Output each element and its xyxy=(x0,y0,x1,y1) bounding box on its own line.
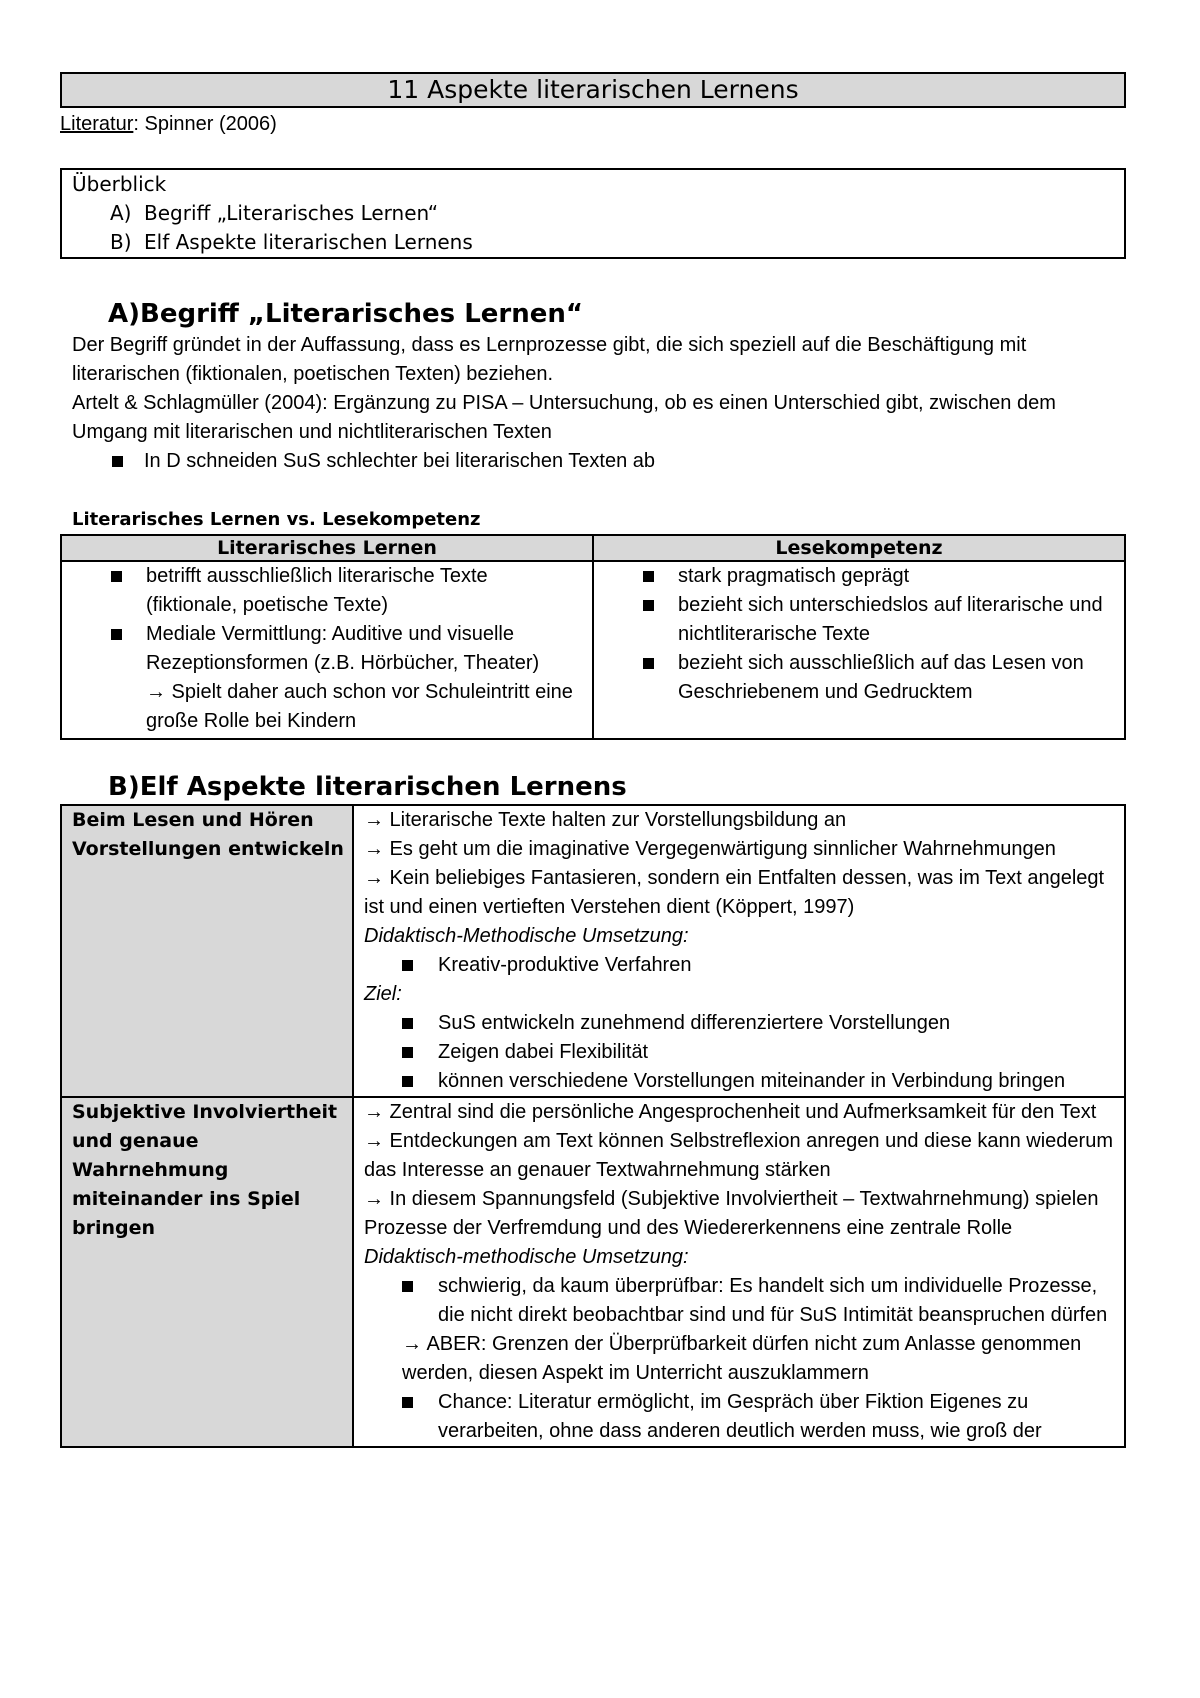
section-a-heading: A)Begriff „Literarisches Lernen“ xyxy=(108,299,583,329)
overview-box xyxy=(60,168,1126,259)
list-item: SuS entwickeln zunehmend differenziertere Vorstellungen xyxy=(364,1009,1114,1038)
comparison-header-reading: Lesekompetenz xyxy=(593,535,1125,561)
aspect-label: Beim Lesen und Hören Vorstellungen entwickeln xyxy=(61,805,353,1097)
list-item: können verschiedene Vorstellungen miteinander in Verbindung bringen xyxy=(364,1067,1114,1096)
list-item: schwierig, da kaum überprüfbar: Es handelt sich um individuelle Prozesse, die nicht direkt beobachtbar sind und für SuS Intimität beanspruchen dürfen xyxy=(364,1272,1114,1330)
list-item: bezieht sich unterschiedslos auf literarische und nichtliterarische Texte xyxy=(594,591,1124,649)
table-row xyxy=(61,805,1125,1097)
aspect-label: Subjektive Involviertheit und genaue Wahrnehmung miteinander ins Spiel bringen xyxy=(61,1097,353,1447)
list-item-continuation: → ABER: Grenzen der Überprüfbarkeit dürfen nicht zum Anlasse genommen werden, diesen Aspekt im Unterricht auszuklammern xyxy=(402,1333,1082,1384)
aspect-line: → In diesem Spannungsfeld (Subjektive Involviertheit – Textwahrnehmung) spielen Prozesse der Verfremdung und des Wiedererkennens eine zentrale Rolle xyxy=(364,1188,1099,1239)
comparison-title: Literarisches Lernen vs. Lesekompetenz xyxy=(72,509,481,530)
method-label: Didaktisch-Methodische Umsetzung: xyxy=(364,925,689,947)
aspect-line: → Literarische Texte halten zur Vorstellungsbildung an xyxy=(364,809,847,831)
table-row xyxy=(61,1097,1125,1447)
comparison-cell-reading xyxy=(593,561,1125,739)
list-item: betrifft ausschließlich literarische Texte (fiktionale, poetische Texte) xyxy=(62,562,592,620)
overview-item-letter: B) xyxy=(110,230,132,254)
aspect-line: → Kein beliebiges Fantasieren, sondern ein Entfalten dessen, was im Text angelegt ist und einen vertieften Verstehen dient (Köppert, 1997) xyxy=(364,867,1105,918)
overview-heading: Überblick xyxy=(72,172,167,196)
aspect-line: → Es geht um die imaginative Vergegenwärtigung sinnlicher Wahrnehmungen xyxy=(364,838,1056,860)
comparison-header-literary: Literarisches Lernen xyxy=(61,535,593,561)
aspect-content xyxy=(353,1097,1125,1447)
aspect-line: → Entdeckungen am Text können Selbstreflexion anregen und diese kann wiederum das Interesse an genauer Textwahrnehmung stärken xyxy=(364,1130,1113,1181)
list-item: bezieht sich ausschließlich auf das Lesen von Geschriebenem und Gedrucktem xyxy=(594,649,1124,707)
page xyxy=(60,72,1126,1448)
list-item: Chance: Literatur ermöglicht, im Gespräch über Fiktion Eigenes zu verarbeiten, ohne dass anderen deutlich werden muss, wie groß der xyxy=(364,1388,1114,1446)
literature-label: Literatur xyxy=(60,113,134,135)
aspects-table xyxy=(60,804,1126,1448)
section-a-paragraph: Artelt & Schlagmüller (2004): Ergänzung zu PISA – Untersuchung, ob es einen Unterschied gibt, zwischen dem Umgang mit literarischen und nichtliterarischen Texten xyxy=(72,392,1056,443)
comparison-cell-literary xyxy=(61,561,593,739)
overview-item-text: Begriff „Literarisches Lernen“ xyxy=(144,201,439,225)
page-title: 11 Aspekte literarischen Lernens xyxy=(60,72,1126,108)
overview-item-text: Elf Aspekte literarischen Lernens xyxy=(144,230,473,254)
overview-item-letter: A) xyxy=(110,201,132,225)
aspect-content xyxy=(353,805,1125,1097)
overview-item xyxy=(72,228,1114,257)
method-label: Didaktisch-methodische Umsetzung: xyxy=(364,1246,689,1268)
overview-item xyxy=(72,199,1114,228)
list-item: Zeigen dabei Flexibilität xyxy=(364,1038,1114,1067)
list-item-continuation: → Spielt daher auch schon vor Schuleintritt eine große Rolle bei Kindern xyxy=(146,681,573,732)
list-item: stark pragmatisch geprägt xyxy=(594,562,1124,591)
goal-label: Ziel: xyxy=(364,983,402,1005)
literature-text: : Spinner (2006) xyxy=(133,113,277,135)
list-item: Kreativ-produktive Verfahren xyxy=(364,951,1114,980)
comparison-table xyxy=(60,534,1126,740)
list-item: Mediale Vermittlung: Auditive und visuelle Rezeptionsformen (z.B. Hörbücher, Theater) xyxy=(62,620,592,678)
section-a-bullet: In D schneiden SuS schlechter bei literarischen Texten ab xyxy=(60,447,1126,476)
section-b-heading: B)Elf Aspekte literarischen Lernens xyxy=(108,772,627,802)
section-a-paragraph: Der Begriff gründet in der Auffassung, dass es Lernprozesse gibt, die sich speziell auf die Beschäftigung mit literarischen (fiktionalen, poetischen Texten) beziehen. xyxy=(72,334,1027,385)
aspect-line: → Zentral sind die persönliche Angesprochenheit und Aufmerksamkeit für den Text xyxy=(364,1101,1097,1123)
literature-line xyxy=(60,110,1126,139)
